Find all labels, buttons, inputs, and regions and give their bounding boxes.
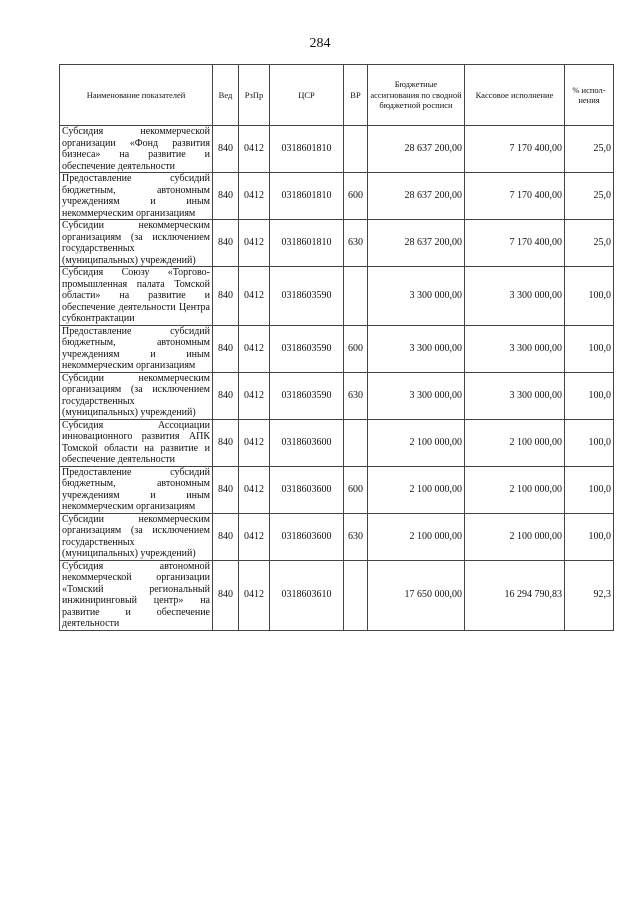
- cell-budget: 2 100 000,00: [368, 419, 465, 466]
- cell-name: Субсидия автономной некоммерческой организации «Томский региональный инжиниринговый центр» на развитие и обеспечение деятельности: [60, 560, 213, 630]
- cell-vr: 600: [344, 173, 368, 220]
- cell-vr: 630: [344, 513, 368, 560]
- cell-csr: 0318603600: [270, 419, 344, 466]
- cell-ved: 840: [213, 126, 239, 173]
- page-number: 284: [309, 36, 331, 51]
- cell-vr: [344, 267, 368, 326]
- cell-ved: 840: [213, 419, 239, 466]
- cell-budget: 2 100 000,00: [368, 513, 465, 560]
- cell-ved: 840: [213, 560, 239, 630]
- cell-budget: 3 300 000,00: [368, 325, 465, 372]
- cell-vr: [344, 560, 368, 630]
- cell-budget: 28 637 200,00: [368, 173, 465, 220]
- cell-csr: 0318603610: [270, 560, 344, 630]
- cell-budget: 3 300 000,00: [368, 372, 465, 419]
- cell-cash: 7 170 400,00: [465, 173, 565, 220]
- table-row: [60, 372, 614, 419]
- table-row: [60, 513, 614, 560]
- cell-csr: 0318603600: [270, 466, 344, 513]
- cell-csr: 0318601810: [270, 173, 344, 220]
- cell-percent: 100,0: [565, 372, 614, 419]
- cell-cash: 7 170 400,00: [465, 220, 565, 267]
- table-row: [60, 173, 614, 220]
- cell-percent: 100,0: [565, 466, 614, 513]
- budget-execution-table: [59, 64, 614, 631]
- cell-rzpr: 0412: [239, 267, 270, 326]
- cell-csr: 0318601810: [270, 126, 344, 173]
- table-row: [60, 325, 614, 372]
- cell-budget: 28 637 200,00: [368, 220, 465, 267]
- cell-csr: 0318601810: [270, 220, 344, 267]
- cell-name: Предоставление субсидий бюджетным, автономным учреждениям и иным некоммерческим организациям: [60, 466, 213, 513]
- cell-cash: 3 300 000,00: [465, 267, 565, 326]
- cell-name: Предоставление субсидий бюджетным, автономным учреждениям и иным некоммерческим организациям: [60, 325, 213, 372]
- header-csr: ЦСР: [270, 65, 344, 126]
- header-vr: ВР: [344, 65, 368, 126]
- header-cash: Кассовое исполнение: [465, 65, 565, 126]
- cell-cash: 2 100 000,00: [465, 513, 565, 560]
- cell-budget: 28 637 200,00: [368, 126, 465, 173]
- cell-cash: 3 300 000,00: [465, 372, 565, 419]
- table-row: [60, 419, 614, 466]
- cell-rzpr: 0412: [239, 560, 270, 630]
- cell-vr: 630: [344, 220, 368, 267]
- cell-vr: 600: [344, 466, 368, 513]
- cell-ved: 840: [213, 220, 239, 267]
- cell-name: Субсидия некоммерческой организации «Фонд развития бизнеса» на развитие и обеспечение деятельности: [60, 126, 213, 173]
- cell-cash: 3 300 000,00: [465, 325, 565, 372]
- cell-name: Субсидия Ассоциации инновационного развития АПК Томской области на развитие и обеспечение деятельности: [60, 419, 213, 466]
- cell-cash: 7 170 400,00: [465, 126, 565, 173]
- cell-name: Субсидии некоммерческим организациям (за исключением государственных (муниципальных) учреждений): [60, 372, 213, 419]
- cell-percent: 25,0: [565, 220, 614, 267]
- cell-name: Предоставление субсидий бюджетным, автономным учреждениям и иным некоммерческим организациям: [60, 173, 213, 220]
- table-row: [60, 466, 614, 513]
- header-budget: Бюджетные ассигнования по сводной бюджетной росписи: [368, 65, 465, 126]
- cell-ved: 840: [213, 466, 239, 513]
- cell-percent: 25,0: [565, 173, 614, 220]
- cell-csr: 0318603590: [270, 267, 344, 326]
- cell-cash: 2 100 000,00: [465, 466, 565, 513]
- table-header-row: [60, 65, 614, 126]
- cell-rzpr: 0412: [239, 466, 270, 513]
- cell-rzpr: 0412: [239, 220, 270, 267]
- cell-rzpr: 0412: [239, 513, 270, 560]
- cell-percent: 100,0: [565, 419, 614, 466]
- cell-ved: 840: [213, 513, 239, 560]
- cell-vr: 630: [344, 372, 368, 419]
- cell-vr: [344, 126, 368, 173]
- table-row: [60, 220, 614, 267]
- cell-percent: 92,3: [565, 560, 614, 630]
- cell-name: Субсидии некоммерческим организациям (за исключением государственных (муниципальных) учреждений): [60, 220, 213, 267]
- cell-rzpr: 0412: [239, 173, 270, 220]
- cell-vr: 600: [344, 325, 368, 372]
- cell-csr: 0318603590: [270, 325, 344, 372]
- cell-ved: 840: [213, 173, 239, 220]
- cell-percent: 25,0: [565, 126, 614, 173]
- table-row: [60, 267, 614, 326]
- cell-ved: 840: [213, 325, 239, 372]
- cell-cash: 2 100 000,00: [465, 419, 565, 466]
- header-percent: % испол-нения: [565, 65, 614, 126]
- cell-rzpr: 0412: [239, 325, 270, 372]
- cell-rzpr: 0412: [239, 419, 270, 466]
- cell-ved: 840: [213, 267, 239, 326]
- cell-rzpr: 0412: [239, 372, 270, 419]
- cell-name: Субсидии некоммерческим организациям (за исключением государственных (муниципальных) учреждений): [60, 513, 213, 560]
- cell-ved: 840: [213, 372, 239, 419]
- cell-rzpr: 0412: [239, 126, 270, 173]
- table-row: [60, 126, 614, 173]
- cell-vr: [344, 419, 368, 466]
- cell-cash: 16 294 790,83: [465, 560, 565, 630]
- cell-csr: 0318603590: [270, 372, 344, 419]
- header-name: Наименование показателей: [60, 65, 213, 126]
- cell-budget: 17 650 000,00: [368, 560, 465, 630]
- header-ved: Вед: [213, 65, 239, 126]
- cell-percent: 100,0: [565, 513, 614, 560]
- cell-percent: 100,0: [565, 325, 614, 372]
- cell-budget: 2 100 000,00: [368, 466, 465, 513]
- header-rzpr: РзПр: [239, 65, 270, 126]
- cell-csr: 0318603600: [270, 513, 344, 560]
- cell-name: Субсидия Союзу «Торгово-промышленная палата Томской области» на развитие и обеспечение деятельности Центра субконтрактации: [60, 267, 213, 326]
- cell-budget: 3 300 000,00: [368, 267, 465, 326]
- table-row: [60, 560, 614, 630]
- table-body: [60, 126, 614, 631]
- cell-percent: 100,0: [565, 267, 614, 326]
